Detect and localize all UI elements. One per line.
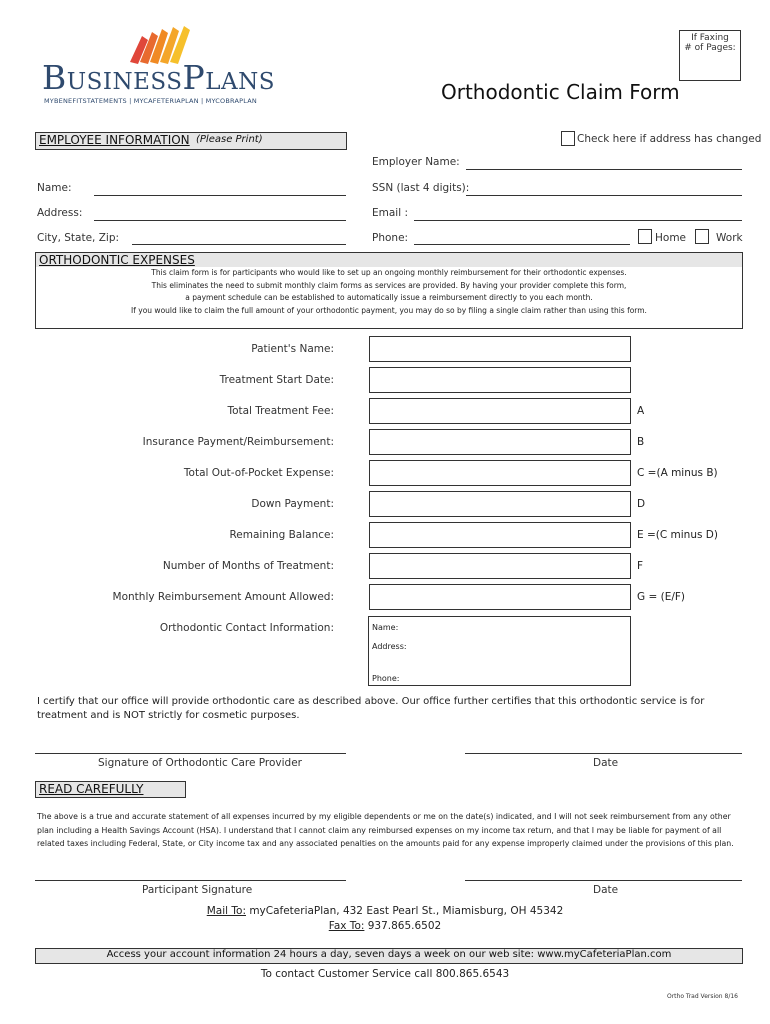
down-payment-field[interactable] <box>369 491 631 517</box>
expense-label: Down Payment: <box>251 498 334 510</box>
expense-code: F <box>637 560 644 572</box>
expense-label: Remaining Balance: <box>229 529 334 541</box>
participant-signature-field[interactable] <box>35 880 346 881</box>
please-print-note: (Please Print) <box>196 134 263 145</box>
employee-section-header <box>35 132 347 150</box>
expense-code: B <box>637 436 645 448</box>
phone-field[interactable] <box>414 244 630 245</box>
logo-tagline: MYBENEFITSTATEMENTS | MYCAFETERIAPLAN | MYCOBRAPLAN <box>44 97 257 105</box>
expense-code: C =(A minus B) <box>637 467 718 479</box>
work-label: Work <box>716 232 743 244</box>
read-carefully-title: READ CAREFULLY <box>39 782 144 796</box>
expense-label: Treatment Start Date: <box>219 374 334 386</box>
fax-box-line2: # of Pages: <box>684 43 736 53</box>
expense-label: Number of Months of Treatment: <box>162 560 334 572</box>
remaining-balance-field[interactable] <box>369 522 631 548</box>
fax-box-line1: If Faxing <box>691 33 729 43</box>
email-field[interactable] <box>414 220 742 221</box>
address-changed-checkbox[interactable] <box>561 131 575 146</box>
mail-to-line <box>0 905 770 917</box>
name-field[interactable] <box>94 195 346 196</box>
ssn-label: SSN (last 4 digits): <box>372 182 470 194</box>
total-treatment-fee-field[interactable] <box>369 398 631 424</box>
city-state-zip-label: City, State, Zip: <box>37 232 120 244</box>
certify-text: I certify that our office will provide orthodontic care as described above. Our office further certifies that this orthodontic service is for treatment and is NOT strictly for cosmetic purposes. <box>37 696 705 721</box>
intro-line-1: This claim form is for participants who would like to set up an ongoing monthly reimbursement for their orthodontic expenses. <box>151 268 627 277</box>
monthly-reimbursement-field[interactable] <box>369 584 631 610</box>
fax-to-label: Fax To: <box>328 920 365 932</box>
email-label: Email : <box>372 207 409 219</box>
customer-service-text: To contact Customer Service call 800.865.6543 <box>260 968 510 980</box>
read-carefully-header <box>35 781 186 798</box>
expense-label: Total Treatment Fee: <box>227 405 334 417</box>
form-title: Orthodontic Claim Form <box>441 80 680 104</box>
intro-line-4: If you would like to claim the full amount of your orthodontic payment, you may do so by filing a single claim rather than using this form. <box>131 305 647 315</box>
address-changed-label: Check here if address has changed <box>577 133 762 145</box>
work-phone-checkbox[interactable] <box>695 229 709 244</box>
fax-pages-box[interactable] <box>679 30 741 81</box>
employer-name-field[interactable] <box>466 169 742 170</box>
ssn-field[interactable] <box>466 195 742 196</box>
expense-label: Total Out-of-Pocket Expense: <box>183 467 334 479</box>
expense-code: D <box>637 498 646 510</box>
employer-name-label: Employer Name: <box>372 156 460 168</box>
provider-signature-field[interactable] <box>35 753 346 754</box>
read-carefully-text: The above is a true and accurate statement of all expenses incurred by my eligible dependents or me on the date(s) indicated, and I will not seek reimbursement from any other plan including a Health Savings Account (HSA). I understand that I cannot claim any reimbursed expenses on my income tax return, and that I may be liable for payment of all related taxes including Federal, State, or City income tax and any associated penalties on the amounts paid for any expense improperly claimed under the provisions of this plan. <box>37 812 734 848</box>
contact-address-label: Address: <box>372 642 407 651</box>
address-field[interactable] <box>94 220 346 221</box>
expense-code: E =(C minus D) <box>637 529 718 541</box>
intro-line-2: This eliminates the need to submit monthly claim forms as services are provided. By having your provider complete this form, <box>151 280 627 290</box>
provider-date-field[interactable] <box>465 753 742 754</box>
participant-date-label: Date <box>593 884 619 896</box>
address-label: Address: <box>37 207 83 219</box>
patient-name-field[interactable] <box>369 336 631 362</box>
name-label: Name: <box>37 182 72 194</box>
expenses-intro-box <box>35 267 743 329</box>
access-text: Access your account information 24 hours a day, seven days a week on our web site: www.myCafeteriaPlan.com <box>106 949 672 960</box>
logo-text: BusinessPlans <box>42 58 275 97</box>
contact-info-label: Orthodontic Contact Information: <box>159 622 334 634</box>
provider-signature-label: Signature of Orthodontic Care Provider <box>98 757 302 769</box>
contact-name-label: Name: <box>372 623 399 632</box>
expense-label: Patient's Name: <box>251 343 334 355</box>
access-banner <box>35 948 743 964</box>
treatment-start-date-field[interactable] <box>369 367 631 393</box>
provider-date-label: Date <box>593 757 619 769</box>
expense-code: G = (E/F) <box>637 591 686 603</box>
out-of-pocket-field[interactable] <box>369 460 631 486</box>
mail-to-value: myCafeteriaPlan, 432 East Pearl St., Miamisburg, OH 45342 <box>245 905 564 917</box>
months-of-treatment-field[interactable] <box>369 553 631 579</box>
insurance-payment-field[interactable] <box>369 429 631 455</box>
expense-label: Insurance Payment/Reimbursement: <box>142 436 334 448</box>
expenses-section-title: ORTHODONTIC EXPENSES <box>39 253 195 267</box>
logo <box>40 24 290 110</box>
contact-phone-label: Phone: <box>372 674 400 683</box>
mail-to-label: Mail To: <box>206 905 246 917</box>
participant-signature-label: Participant Signature <box>142 884 253 896</box>
employee-section-title: EMPLOYEE INFORMATION <box>39 133 190 147</box>
fax-to-value: 937.865.6502 <box>364 920 442 932</box>
contact-info-box[interactable] <box>368 616 631 686</box>
participant-date-field[interactable] <box>465 880 742 881</box>
home-label: Home <box>655 232 687 244</box>
expense-code: A <box>637 405 645 417</box>
intro-line-3: a payment schedule can be established to automatically issue a reimbursement directly to you each month. <box>185 293 593 303</box>
fax-to-line <box>0 920 770 932</box>
phone-label: Phone: <box>372 232 409 244</box>
city-state-zip-field[interactable] <box>132 244 346 245</box>
home-phone-checkbox[interactable] <box>638 229 652 244</box>
expense-label: Monthly Reimbursement Amount Allowed: <box>112 591 334 603</box>
version-text: Ortho Trad Version 8/16 <box>666 993 738 1000</box>
